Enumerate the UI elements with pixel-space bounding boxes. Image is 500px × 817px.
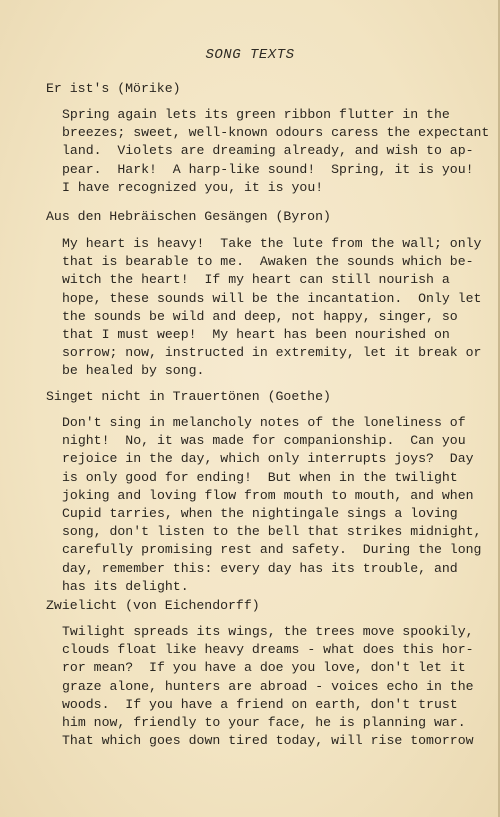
text-line: day, remember this: every day has its trouble, and: [62, 560, 458, 576]
text-line: that is bearable to me. Awaken the sounds which be-: [62, 254, 474, 270]
song-heading-singet-nicht: Singet nicht in Trauertönen (Goethe): [46, 389, 331, 404]
song-text-singet-nicht: [62, 414, 500, 596]
text-line: joking and loving flow from mouth to mouth, and when: [62, 487, 474, 503]
text-line: rejoice in the day, which only interrupts joys? Day: [62, 451, 474, 467]
song-heading-er-ists: Er ist's (Mörike): [46, 81, 181, 96]
text-line: that I must weep! My heart has been nourished on: [62, 326, 450, 342]
text-line: graze alone, hunters are abroad - voices echo in the: [62, 678, 474, 694]
text-line: breezes; sweet, well-known odours caress the expectant: [62, 125, 490, 141]
page-title: SONG TEXTS: [205, 47, 295, 63]
text-line: I have recognized you, it is you!: [62, 179, 324, 195]
text-line: clouds float like heavy dreams - what does this hor-: [62, 642, 474, 658]
text-line: has its delight.: [62, 578, 189, 594]
text-line: Spring again lets its green ribbon flutter in the: [62, 107, 450, 122]
song-text-hebraeischen-gesaengen: [62, 235, 500, 381]
text-line: sorrow; now, instructed in extremity, let it break or: [62, 345, 482, 361]
text-line: him now, friendly to your face, he is planning war.: [62, 714, 466, 730]
song-heading-hebraeischen-gesaengen: Aus den Hebräischen Gesängen (Byron): [46, 209, 331, 224]
text-line: That which goes down tired today, will rise tomorrow: [62, 733, 474, 749]
text-line: is only good for ending! But when in the twilight: [62, 469, 458, 485]
text-line: pear. Hark! A harp-like sound! Spring, it is you!: [62, 161, 474, 177]
song-text-zwielicht: [62, 623, 500, 750]
text-line: night! No, it was made for companionship. Can you: [62, 433, 466, 449]
text-line: be healed by song.: [62, 363, 205, 379]
text-line: woods. If you have a friend on earth, don't trust: [62, 696, 458, 712]
text-line: carefully promising rest and safety. During the long: [62, 542, 482, 558]
song-text-er-ists: [62, 106, 500, 197]
text-line: Don't sing in melancholy notes of the loneliness of: [62, 415, 466, 430]
text-line: ror mean? If you have a doe you love, don't let it: [62, 660, 466, 676]
text-line: Cupid tarries, when the nightingale sings a loving: [62, 505, 458, 521]
text-line: land. Violets are dreaming already, and wish to ap-: [62, 143, 474, 159]
text-line: hope, these sounds will be the incantation. Only let: [62, 290, 482, 306]
song-heading-zwielicht: Zwielicht (von Eichendorff): [46, 598, 260, 613]
text-line: song, don't listen to the bell that strikes midnight,: [62, 524, 482, 540]
text-line: witch the heart! If my heart can still nourish a: [62, 272, 450, 288]
text-line: the sounds be wild and deep, not happy, singer, so: [62, 308, 458, 324]
text-line: Twilight spreads its wings, the trees move spookily,: [62, 624, 474, 639]
text-line: My heart is heavy! Take the lute from the wall; only: [62, 236, 482, 251]
